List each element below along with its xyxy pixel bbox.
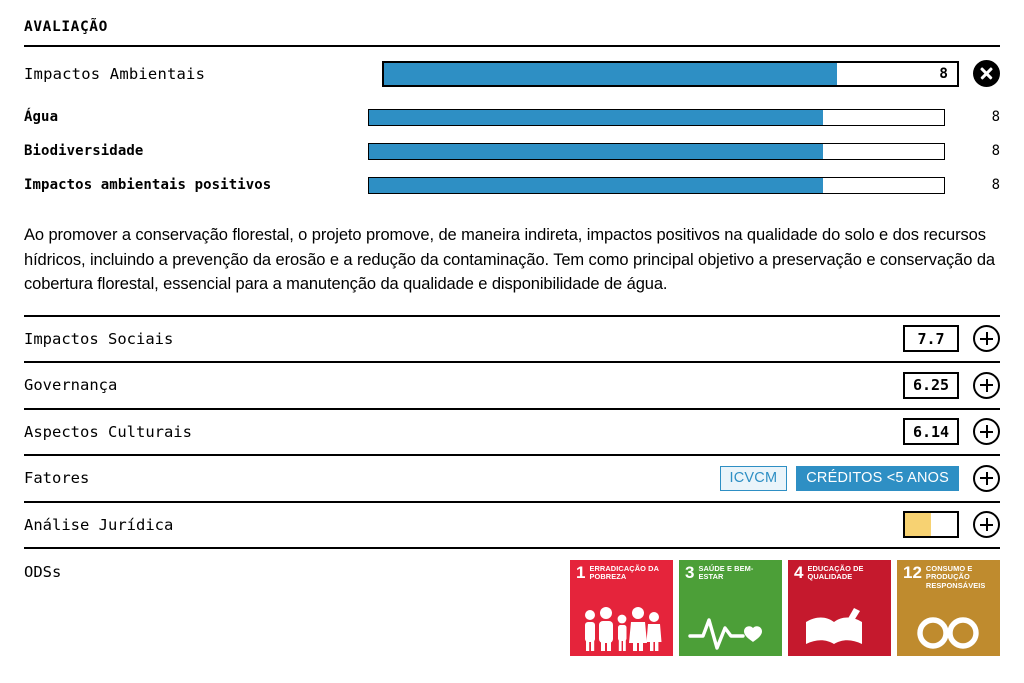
subcategory-bar [368, 177, 945, 194]
subcategory-bar-fill [369, 144, 823, 159]
sdg-label: ODSs [24, 563, 62, 581]
sdg-number: 1 [576, 563, 586, 582]
family-group-icon [570, 600, 673, 652]
category-label: Análise Jurídica [24, 515, 174, 534]
subcategory-label: Biodiversidade [24, 143, 144, 159]
category-row-legal[interactable] [24, 501, 1000, 548]
sdg-header [570, 560, 673, 582]
category-row-governance[interactable] [24, 361, 1000, 408]
heartbeat-icon [679, 600, 782, 652]
sdg-header [788, 560, 891, 582]
score-value: 8 [939, 65, 948, 82]
subcategory-bar-fill [369, 110, 823, 125]
sdg-list [570, 560, 1000, 656]
subcategory-bar-fill [369, 178, 823, 193]
sdg-card-4[interactable] [788, 560, 891, 656]
subcategory-row [24, 168, 1000, 202]
subcategory-bar [368, 143, 945, 160]
plus-circle-icon[interactable] [973, 325, 1000, 352]
tag-icvcm[interactable]: ICVCM [720, 466, 788, 491]
sdg-row [24, 547, 1000, 659]
tag-credits-under-5-years[interactable]: CRÉDITOS <5 ANOS [796, 466, 959, 491]
category-row-environmental[interactable] [24, 47, 1000, 100]
subcategory-value: 8 [991, 109, 1000, 125]
sdg-header [897, 560, 1000, 590]
infinity-icon [897, 600, 1000, 652]
score-badge: 7.7 [903, 325, 959, 352]
category-label: Impactos Sociais [24, 329, 174, 348]
legal-status-indicator [903, 511, 959, 538]
subcategory-value: 8 [991, 143, 1000, 159]
open-book-pencil-icon [788, 600, 891, 652]
subcategory-bar [368, 109, 945, 126]
score-badge: 6.14 [903, 418, 959, 445]
sdg-name: CONSUMO E PRODUÇÃO RESPONSÁVEIS [925, 564, 986, 590]
sdg-number: 3 [685, 563, 695, 582]
subcategory-label: Impactos ambientais positivos [24, 177, 272, 193]
subcategory-value: 8 [991, 177, 1000, 193]
sdg-card-3[interactable] [679, 560, 782, 656]
sdg-name: EDUCAÇÃO DE QUALIDADE [807, 564, 864, 582]
subcategory-row [24, 134, 1000, 168]
plus-circle-icon[interactable] [973, 465, 1000, 492]
plus-circle-icon[interactable] [973, 511, 1000, 538]
sdg-number: 12 [903, 563, 922, 582]
subcategory-label: Água [24, 109, 59, 125]
score-bar-fill [384, 63, 837, 85]
category-label: Governança [24, 376, 118, 395]
legal-status-fill [905, 513, 931, 536]
category-label: Aspectos Culturais [24, 422, 192, 441]
sdg-name: ERRADICAÇÃO DA POBREZA [589, 564, 659, 582]
category-label: Fatores [24, 469, 90, 488]
category-row-cultural[interactable] [24, 408, 1000, 455]
category-description: Ao promover a conservação florestal, o projeto promove, de maneira indireta, impactos positivos na qualidade do solo e dos recursos hídricos, incluindo a prevenção da erosão e a redução da contaminação. Tem como principal objetivo a preservação e conservação da cobertura florestal, essencial para a manutenção da qualidade e disponibilidade de água. [24, 226, 995, 293]
sdg-card-12[interactable] [897, 560, 1000, 656]
sdg-header [679, 560, 782, 582]
sdg-card-1[interactable] [570, 560, 673, 656]
score-badge: 6.25 [903, 372, 959, 399]
sdg-number: 4 [794, 563, 804, 582]
page-title: AVALIAÇÃO [24, 19, 108, 35]
category-row-social[interactable] [24, 315, 1000, 362]
subcategory-row [24, 100, 1000, 134]
plus-circle-icon[interactable] [973, 418, 1000, 445]
score-bar-environmental [382, 61, 959, 87]
sdg-name: SAÚDE E BEM-ESTAR [698, 564, 754, 582]
category-row-factors[interactable] [24, 454, 1000, 501]
plus-circle-icon[interactable] [973, 372, 1000, 399]
category-label: Impactos Ambientais [24, 64, 206, 83]
subcategory-list [24, 100, 1000, 202]
close-icon[interactable] [973, 60, 1000, 87]
